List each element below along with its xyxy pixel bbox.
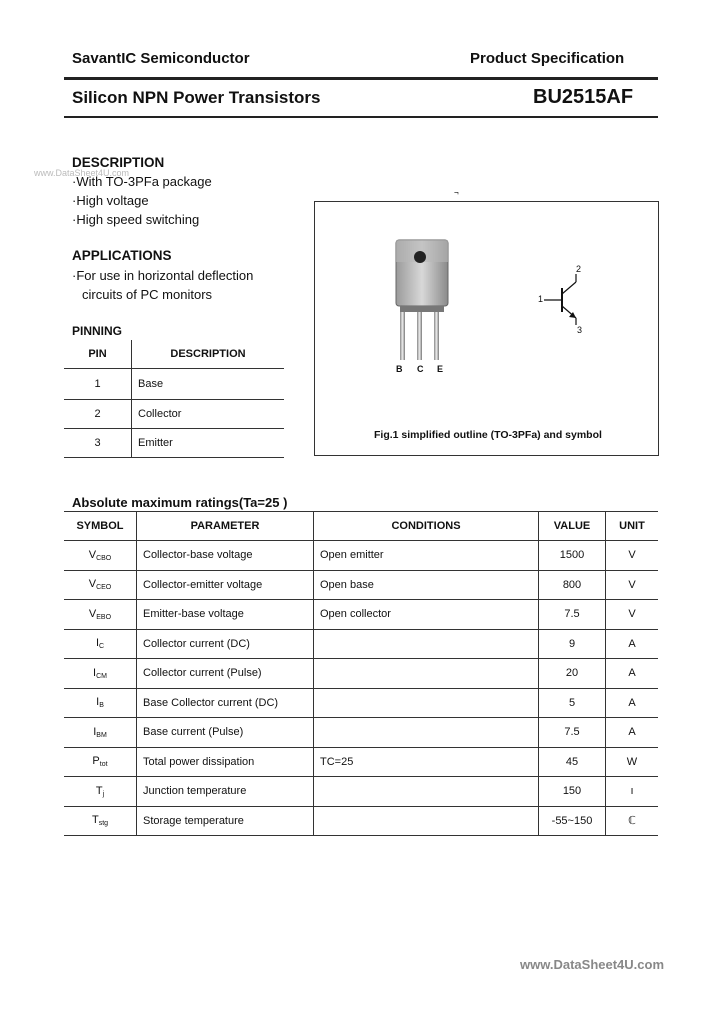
col-header-unit: UNIT <box>606 512 659 541</box>
symbol-letter: I <box>95 637 99 650</box>
pin-number: 3 <box>64 429 132 458</box>
description-item: ·High speed switching <box>72 212 200 227</box>
symbol-letter: I <box>96 696 100 709</box>
unit-cell: W <box>606 747 659 777</box>
watermark-link[interactable]: www.DataSheet4U.com <box>34 168 130 178</box>
pin-letter-b: B <box>396 364 403 374</box>
pinning-table <box>64 340 284 458</box>
conditions-cell <box>314 718 539 748</box>
value-cell: 9 <box>539 629 606 659</box>
tick-mark: ¬ <box>454 188 459 197</box>
value-cell: -55~150 <box>539 806 606 836</box>
col-header-symbol: SYMBOL <box>64 512 137 541</box>
symbol-subscript: CM <box>96 672 107 680</box>
table-row <box>64 688 658 718</box>
symbol-letter: V <box>88 548 97 561</box>
col-header-conditions: CONDITIONS <box>314 512 539 541</box>
symbol-subscript: CEO <box>96 584 112 592</box>
symbol-cell <box>64 659 137 689</box>
figure-caption: Fig.1 simplified outline (TO-3PFa) and symbol <box>374 429 602 441</box>
parameter-cell: Base Collector current (DC) <box>137 688 314 718</box>
pin-number: 2 <box>64 400 132 429</box>
applications-line: ·For use in horizontal deflection <box>72 268 254 283</box>
table-row <box>64 806 658 836</box>
conditions-cell <box>314 806 539 836</box>
parameter-cell: Junction temperature <box>137 777 314 807</box>
symbol-pin-2: 2 <box>576 264 582 274</box>
table-row <box>64 570 658 600</box>
pinning-title: PINNING <box>72 324 123 338</box>
parameter-cell: Total power dissipation <box>137 747 314 777</box>
value-cell: 800 <box>539 570 606 600</box>
pin-description: Base <box>132 369 285 400</box>
conditions-cell <box>314 777 539 807</box>
parameter-cell: Collector current (Pulse) <box>137 659 314 689</box>
description-item: ·With TO-3PFa package <box>72 174 212 189</box>
doc-title: Silicon NPN Power Transistors <box>72 88 321 107</box>
ratings-table <box>64 511 658 836</box>
unit-cell: V <box>606 541 659 571</box>
conditions-cell: Open base <box>314 570 539 600</box>
symbol-letter: I <box>93 666 97 679</box>
value-cell: 7.5 <box>539 718 606 748</box>
spec-label: Product Specification <box>470 50 625 67</box>
conditions-cell: Open collector <box>314 600 539 630</box>
symbol-subscript: tot <box>99 761 108 769</box>
symbol-cell <box>64 688 137 718</box>
table-row <box>64 747 658 777</box>
symbol-cell <box>64 777 137 807</box>
pin-description: Emitter <box>132 429 285 458</box>
applications-line: circuits of PC monitors <box>82 287 213 302</box>
table-row <box>64 600 658 630</box>
pin-letter-c: C <box>417 364 424 374</box>
value-cell: 20 <box>539 659 606 689</box>
symbol-cell <box>64 806 137 836</box>
value-cell: 45 <box>539 747 606 777</box>
unit-cell: ℂ <box>606 806 659 836</box>
value-cell: 5 <box>539 688 606 718</box>
parameter-cell: Collector-emitter voltage <box>137 570 314 600</box>
symbol-cell <box>64 570 137 600</box>
npn-transistor-symbol-icon <box>540 272 585 327</box>
symbol-cell <box>64 541 137 571</box>
symbol-cell <box>64 600 137 630</box>
symbol-pin-1: 1 <box>538 294 544 304</box>
conditions-cell <box>314 659 539 689</box>
value-cell: 150 <box>539 777 606 807</box>
unit-cell: A <box>606 718 659 748</box>
symbol-letter: V <box>88 578 97 591</box>
value-cell: 7.5 <box>539 600 606 630</box>
unit-cell: A <box>606 629 659 659</box>
parameter-cell: Base current (Pulse) <box>137 718 314 748</box>
unit-cell: A <box>606 688 659 718</box>
symbol-letter: P <box>92 755 100 768</box>
symbol-subscript: C <box>99 643 105 651</box>
conditions-cell <box>314 629 539 659</box>
to3pfa-package-image <box>390 236 460 378</box>
value-cell: 1500 <box>539 541 606 571</box>
pin-letter-e: E <box>437 364 444 374</box>
parameter-cell: Storage temperature <box>137 806 314 836</box>
table-row <box>64 369 284 400</box>
conditions-cell: Open emitter <box>314 541 539 571</box>
unit-cell: V <box>606 570 659 600</box>
unit-cell: A <box>606 659 659 689</box>
symbol-cell <box>64 747 137 777</box>
table-row <box>64 400 284 429</box>
parameter-cell: Collector-base voltage <box>137 541 314 571</box>
symbol-subscript: EBO <box>96 613 112 621</box>
symbol-cell <box>64 629 137 659</box>
symbol-subscript: B <box>99 702 104 710</box>
company-name: SavantIC Semiconductor <box>72 50 250 67</box>
table-row <box>64 429 284 458</box>
figure-box <box>314 201 659 456</box>
table-row <box>64 541 658 571</box>
table-row <box>64 718 658 748</box>
col-header-parameter: PARAMETER <box>137 512 314 541</box>
ratings-title: Absolute maximum ratings(Ta=25 ) <box>72 495 288 510</box>
unit-cell: V <box>606 600 659 630</box>
conditions-cell: TC=25 <box>314 747 539 777</box>
symbol-cell <box>64 718 137 748</box>
description-title: DESCRIPTION <box>72 155 165 170</box>
applications-title: APPLICATIONS <box>72 248 172 263</box>
symbol-pin-3: 3 <box>577 325 583 335</box>
unit-cell: ı <box>606 777 659 807</box>
pin-number: 1 <box>64 369 132 400</box>
table-row <box>64 777 658 807</box>
pin-desc-header: DESCRIPTION <box>132 340 285 369</box>
symbol-subscript: BM <box>96 731 107 739</box>
symbol-letter: T <box>91 814 99 827</box>
symbol-letter: I <box>93 725 97 738</box>
symbol-subscript: CBO <box>96 554 112 562</box>
header-rule-bottom <box>64 116 658 118</box>
symbol-letter: V <box>88 607 97 620</box>
conditions-cell <box>314 688 539 718</box>
header-rule-top <box>64 77 658 80</box>
description-item: ·High voltage <box>72 193 149 208</box>
symbol-subscript: j <box>102 790 105 798</box>
footer-watermark-link[interactable]: www.DataSheet4U.com <box>520 957 665 972</box>
parameter-cell: Emitter-base voltage <box>137 600 314 630</box>
pin-header: PIN <box>64 340 132 369</box>
parameter-cell: Collector current (DC) <box>137 629 314 659</box>
table-row <box>64 629 658 659</box>
col-header-value: VALUE <box>539 512 606 541</box>
part-number: BU2515AF <box>533 86 634 108</box>
symbol-subscript: stg <box>98 820 109 828</box>
symbol-letter: T <box>95 784 103 797</box>
table-row <box>64 659 658 689</box>
pin-description: Collector <box>132 400 285 429</box>
